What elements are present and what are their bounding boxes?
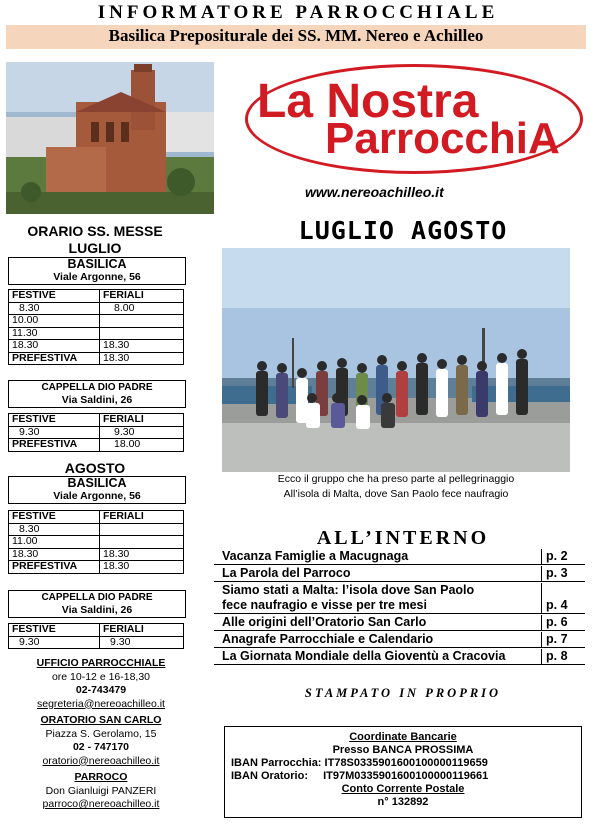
bank-name: Presso BANCA PROSSIMA xyxy=(332,744,474,756)
ufficio-hours: ore 10-12 e 16-18,30 xyxy=(51,670,151,683)
bank-title: Coordinate Bancarie xyxy=(349,731,457,743)
luglio-cappella-table: FESTIVE FERIALI 9.30 9.30 PREFESTIVA 18.00 xyxy=(8,413,184,452)
la-nostra-parrocchia-logo xyxy=(245,64,583,174)
bank-details-box xyxy=(224,726,582,818)
toc-item[interactable]: Vacanza Famiglie a Macugnaga p. 2 xyxy=(214,549,585,565)
table-row: 11.00 xyxy=(9,536,184,549)
oratorio-address: Piazza S. Gerolamo, 15 xyxy=(45,727,157,740)
table-row: 9.30 9.30 xyxy=(9,426,184,439)
parroco-name: Don Gianluigi PANZERI xyxy=(45,784,157,797)
toc-item[interactable]: Alle origini dell’Oratorio San Carlo p. 6 xyxy=(214,615,585,631)
ufficio-phone: 02-743479 xyxy=(75,684,127,696)
table-row: 8.30 8.00 xyxy=(9,302,184,315)
basilica-box-agosto: BASILICA Viale Argonne, 56 xyxy=(8,476,186,504)
agosto-cappella-table: FESTIVE FERIALI 9.30 9.30 xyxy=(8,623,184,649)
month-agosto: AGOSTO xyxy=(64,460,126,476)
oratorio-title: ORATORIO SAN CARLO xyxy=(40,714,162,726)
table-row: 18.30 18.30 xyxy=(9,340,184,353)
table-row: 18.30 18.30 xyxy=(9,548,184,561)
schedule-title: ORARIO SS. MESSE xyxy=(27,223,163,239)
photo-caption-line-1: Ecco il gruppo che ha preso parte al pellegrinaggio xyxy=(277,473,515,485)
col-feriali: FERIALI xyxy=(100,290,184,303)
postal-number: n° 132892 xyxy=(377,796,429,808)
table-row: 11.30 xyxy=(9,327,184,340)
table-row: PREFESTIVA 18.30 xyxy=(9,561,184,574)
oratorio-email[interactable]: oratorio@nereoachilleo.it xyxy=(42,754,160,767)
logo-line-2: ParrocchiA xyxy=(325,114,560,163)
basilica-address: Viale Argonne, 56 xyxy=(53,271,141,283)
basilica-name: BASILICA xyxy=(67,257,127,271)
church-photo xyxy=(6,62,214,214)
month-luglio: LUGLIO xyxy=(68,240,122,256)
ufficio-title: UFFICIO PARROCCHIALE xyxy=(36,657,166,669)
pilgrimage-group-photo xyxy=(222,248,570,472)
toc-item[interactable]: La Parola del Parroco p. 3 xyxy=(214,566,585,582)
iban-oratorio: IBAN Oratorio: IT97M0335901600100000119661 xyxy=(231,770,489,782)
agosto-basilica-table: FESTIVE FERIALI 8.30 11.00 18.30 18.30 PREFESTIVA 18.30 xyxy=(8,510,184,574)
luglio-basilica-table xyxy=(8,289,184,365)
toc-item[interactable]: La Giornata Mondiale della Gioventù a Cracovia p. 8 xyxy=(214,649,585,665)
website-link[interactable]: www.nereoachilleo.it xyxy=(305,184,444,200)
basilica-box-luglio xyxy=(8,257,186,285)
issue-months: LUGLIO AGOSTO xyxy=(298,216,508,245)
oratorio-block xyxy=(6,714,196,768)
logo-line-1: La Nostra xyxy=(257,75,479,128)
ufficio-email[interactable]: segreteria@nereoachilleo.it xyxy=(37,697,165,710)
oratorio-phone: 02 - 747170 xyxy=(72,741,130,753)
table-row: 8.30 xyxy=(9,523,184,536)
cappella-box-luglio xyxy=(8,380,186,408)
parroco-email[interactable]: parroco@nereoachilleo.it xyxy=(42,798,160,810)
photo-caption-line-2: All’isola di Malta, dove San Paolo fece naufragio xyxy=(283,488,509,500)
contents-title: ALL’INTERNO xyxy=(316,527,490,549)
table-row: PREFESTIVA 18.00 xyxy=(9,439,184,452)
table-row: PREFESTIVA 18.30 xyxy=(9,352,184,365)
toc-item[interactable]: Siamo stati a Malta: l’isola dove San Paolo fece naufragio e visse per tre mesi p. 4 xyxy=(214,583,585,614)
postal-title: Conto Corrente Postale xyxy=(341,783,465,795)
parroco-block xyxy=(6,771,196,812)
table-row: 10.00 xyxy=(9,315,184,328)
ufficio-block xyxy=(6,657,196,711)
col-festive: FESTIVE xyxy=(9,290,100,303)
cappella-name: CAPPELLA DIO PADRE xyxy=(41,382,153,393)
toc-item[interactable]: Anagrafe Parrocchiale e Calendario p. 7 xyxy=(214,632,585,648)
parroco-title: PARROCO xyxy=(74,771,128,783)
cappella-address: Via Saldini, 26 xyxy=(61,394,133,406)
parish-subtitle: Basilica Prepositurale dei SS. MM. Nereo e Achilleo xyxy=(108,26,484,45)
newsletter-title: INFORMATORE PARROCCHIALE xyxy=(97,2,499,23)
table-row: 9.30 9.30 xyxy=(9,636,184,649)
stampato-in-proprio: STAMPATO IN PROPRIO xyxy=(304,686,502,700)
cappella-box-agosto: CAPPELLA DIO PADRE Via Saldini, 26 xyxy=(8,590,186,618)
iban-parrocchia: IBAN Parrocchia: IT78S0335901600100000119659 xyxy=(231,757,488,769)
